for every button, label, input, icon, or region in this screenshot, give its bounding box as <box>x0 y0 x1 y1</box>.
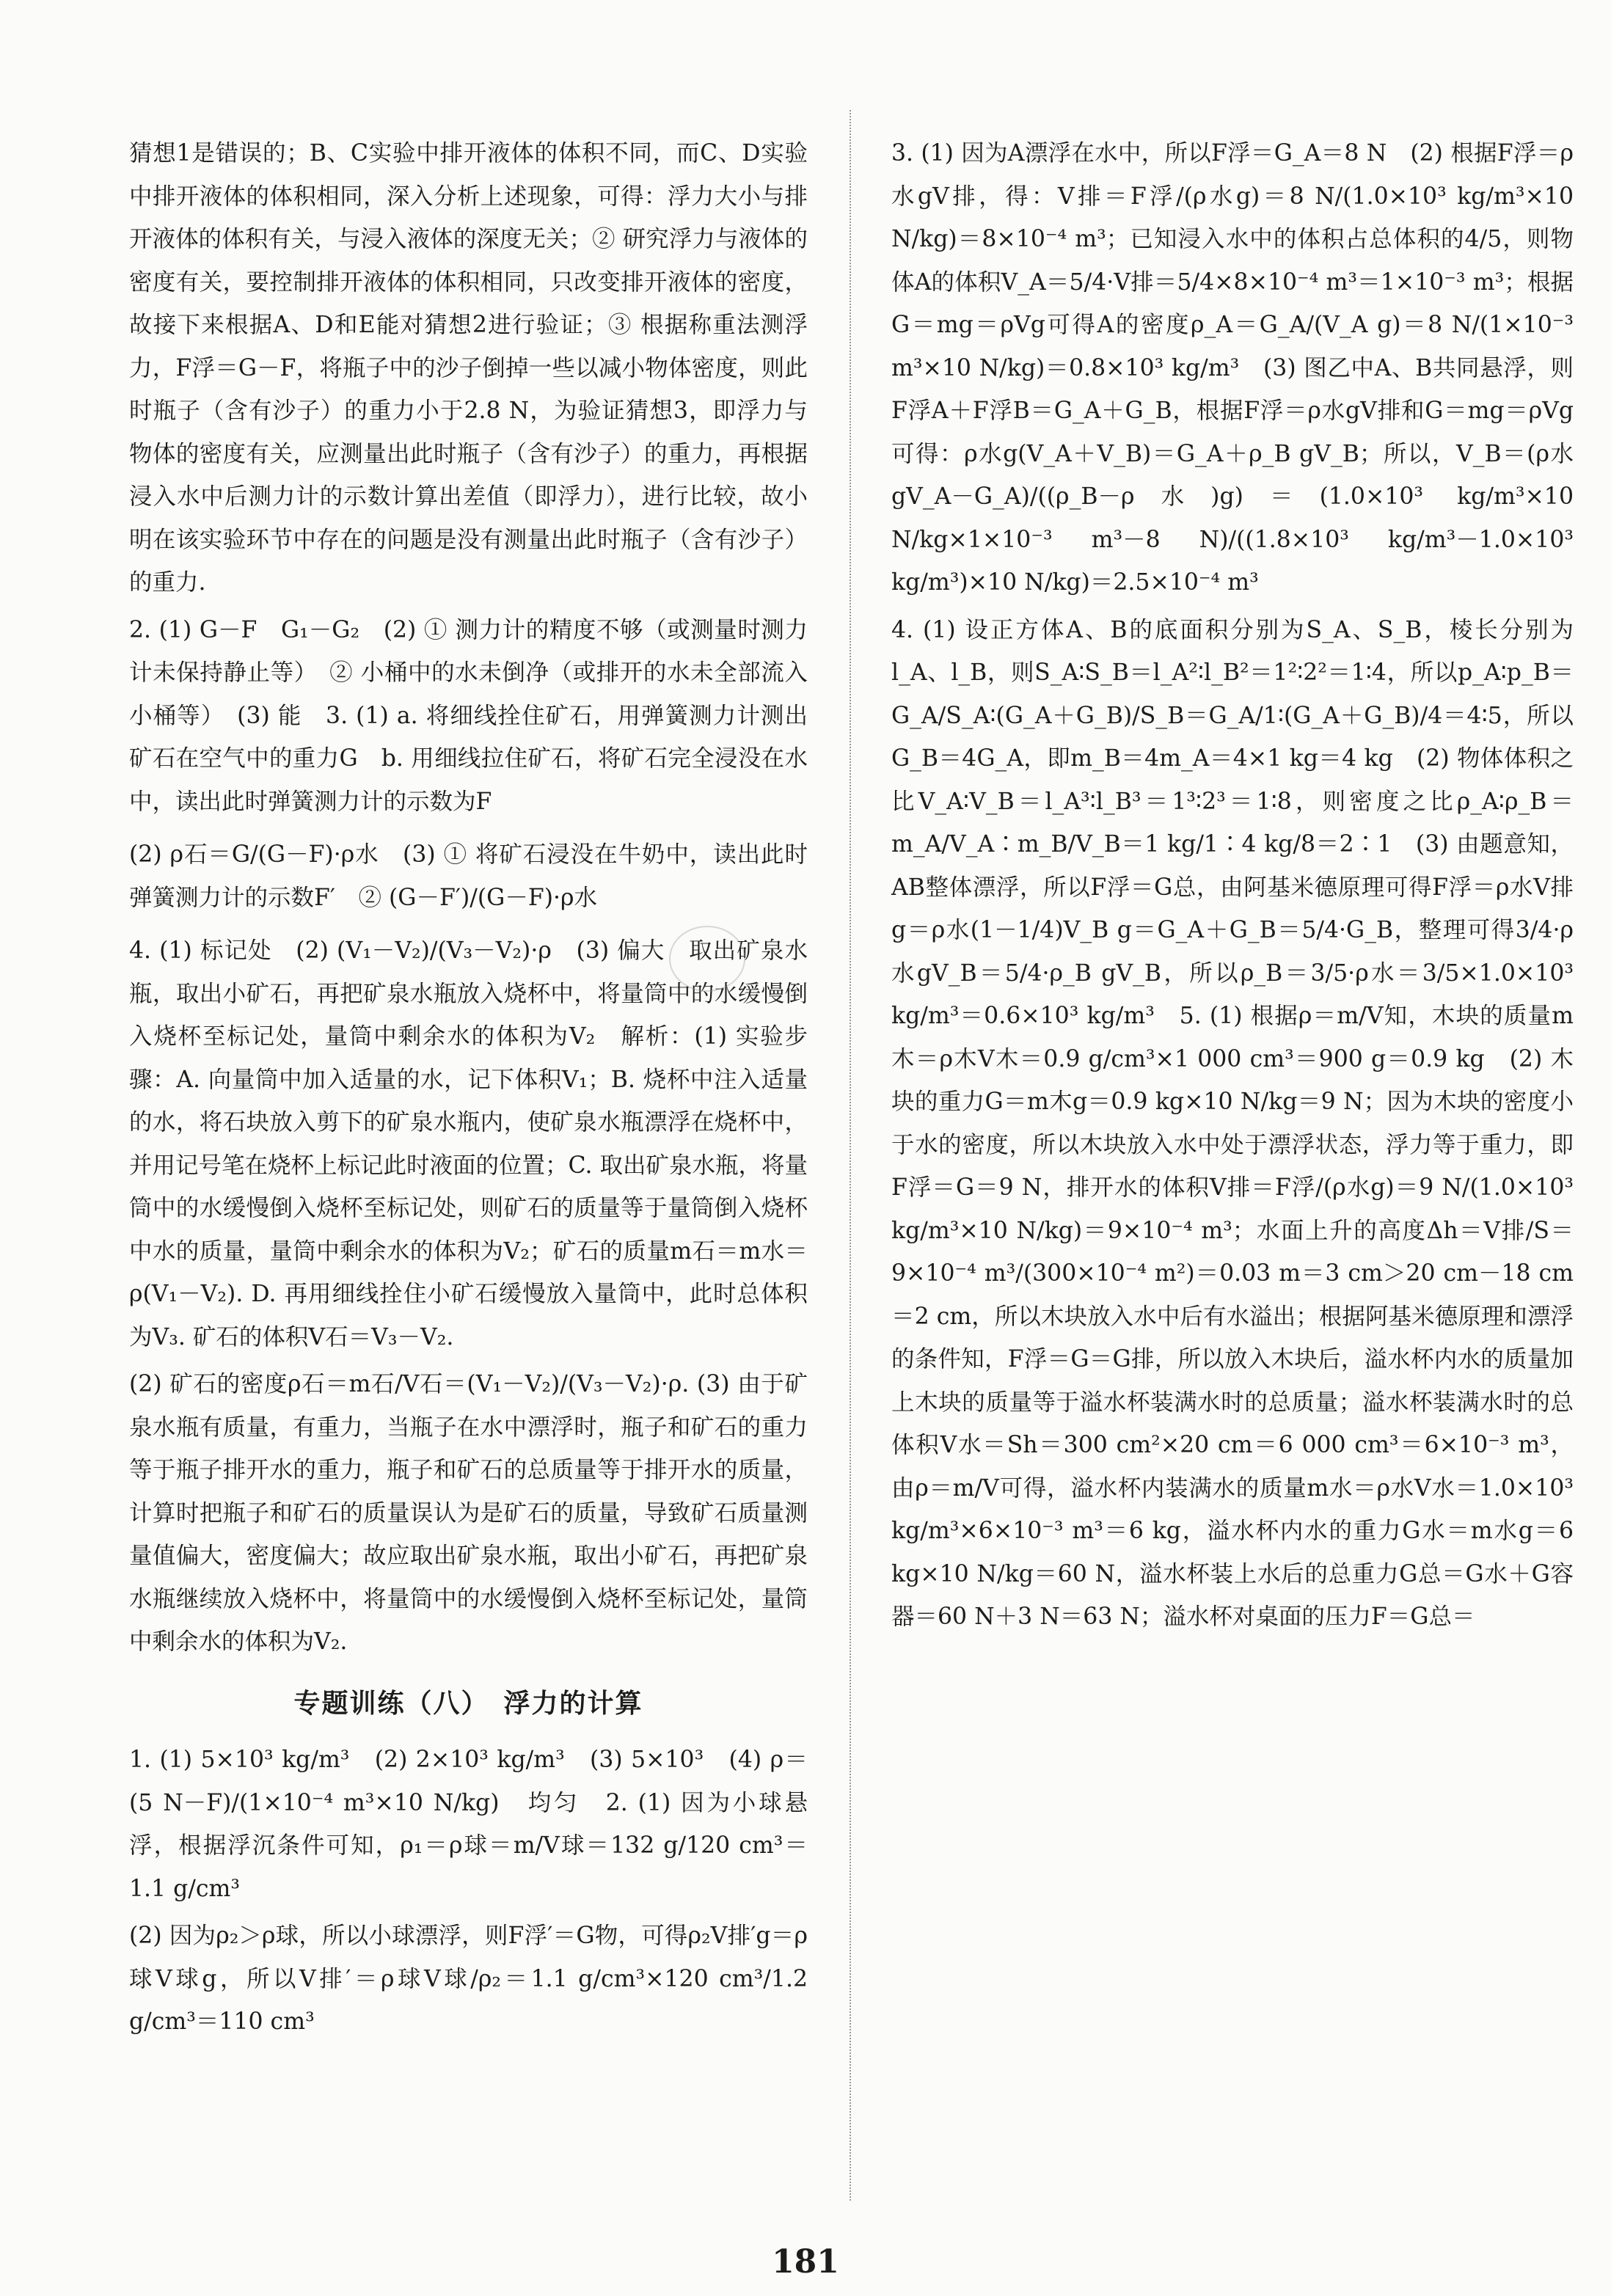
right-paragraph-1: 3. (1) 因为A漂浮在水中，所以F浮＝G_A＝8 N (2) 根据F浮＝ρ水gV排，得：V排＝F浮/(ρ水g)＝8 N/(1.0×10³ kg/m³×10 N/kg)＝8×10⁻⁴ m³；已知浸入水中的体积占总体积的4/5，则物体A的体积V_A＝5/4·V排＝5/4×8×10⁻⁴ m³＝1×10⁻³ m³；根据G＝mg＝ρVg可得A的密度ρ_A＝G_A/(V_A g)＝8 N/(1×10⁻³ m³×10 N/kg)＝0.8×10³ kg/m³ (3) 图乙中A、B共同悬浮，则F浮A＋F浮B＝G_A＋G_B，根据F浮＝ρ水gV排和G＝mg＝ρVg可得：ρ水g(V_A＋V_B)＝G_A＋ρ_B gV_B；所以，V_B＝(ρ水gV_A－G_A)/((ρ_B－ρ水)g)＝(1.0×10³ kg/m³×10 N/kg×1×10⁻³ m³－8 N)/((1.8×10³ kg/m³－1.0×10³ kg/m³)×10 N/kg)＝2.5×10⁻⁴ m³ <box>891 140 1574 596</box>
left-paragraph-6: 1. (1) 5×10³ kg/m³ (2) 2×10³ kg/m³ (3) 5×10³ (4) ρ＝(5 N－F)/(1×10⁻⁴ m³×10 N/kg) 均匀 2. (1) 因为小球悬浮，根据浮沉条件可知，ρ₁＝ρ球＝m/V球＝132 g/120 cm³＝1.1 g/cm³ <box>129 1747 808 1902</box>
left-paragraph-2: 2. (1) G－F G₁－G₂ (2) ① 测力计的精度不够（或测量时测力计未保持静止等） ② 小桶中的水未倒净（或排开的水未全部流入小桶等） (3) 能 3. (1) a. 将细线拴住矿石，用弹簧测力计测出矿石在空气中的重力G b. 用细线拉住矿石，将矿石完全浸没在水中，读出此时弹簧测力计的示数为F <box>129 616 808 815</box>
page-number: 181 <box>772 2243 839 2281</box>
left-paragraph-1: 猜想1是错误的；B、C实验中排开液体的体积不同，而C、D实验中排开液体的体积相同，深入分析上述现象，可得：浮力大小与排开液体的体积有关，与浸入液体的深度无关；② 研究浮力与液体的密度有关，要控制排开液体的体积相同，只改变排开液体的密度，故接下来根据A、D和E能对猜想2进行验证；③ 根据称重法测浮力，F浮＝G－F，将瓶子中的沙子倒掉一些以减小物体密度，则此时瓶子（含有沙子）的重力小于2.8 N，为验证猜想3，即浮力与物体的密度有关，应测量出此时瓶子（含有沙子）的重力，再根据浸入水中后测力计的示数计算出差值（即浮力），进行比较，故小明在该实验环节中存在的问题是没有测量出此时瓶子（含有沙子）的重力. <box>129 140 808 596</box>
column-divider <box>850 110 851 2201</box>
left-column <box>129 132 808 2048</box>
library-stamp <box>669 926 745 992</box>
left-paragraph-4: 4. (1) 标记处 (2) (V₁－V₂)/(V₃－V₂)·ρ (3) 偏大 取出矿泉水瓶，取出小矿石，再把矿泉水瓶放入烧杯中，将量筒中的水缓慢倒入烧杯至标记处，量筒中剩余水的体积为V₂ 解析：(1) 实验步骤：A. 向量筒中加入适量的水，记下体积V₁；B. 烧杯中注入适量的水，将石块放入剪下的矿泉水瓶内，使矿泉水瓶漂浮在烧杯中，并用记号笔在烧杯上标记此时液面的位置；C. 取出矿泉水瓶，将量筒中的水缓慢倒入烧杯至标记处，则矿石的质量等于量筒倒入烧杯中水的质量，量筒中剩余水的体积为V₂；矿石的质量m石＝m水＝ρ(V₁－V₂). D. 再用细线拴住小矿石缓慢放入量筒中，此时总体积为V₃. 矿石的体积V石＝V₃－V₂. <box>129 937 808 1350</box>
left-paragraph-5: (2) 矿石的密度ρ石＝m石/V石＝(V₁－V₂)/(V₃－V₂)·ρ. (3) 由于矿泉水瓶有质量，有重力，当瓶子在水中漂浮时，瓶子和矿石的重力等于瓶子排开水的重力，瓶子和矿石的总质量等于排开水的质量，计算时把瓶子和矿石的质量误认为是矿石的质量，导致矿石质量测量值偏大，密度偏大；故应取出矿泉水瓶，取出小矿石，再把矿泉水瓶继续放入烧杯中，将量筒中的水缓慢倒入烧杯至标记处，量筒中剩余水的体积为V₂. <box>129 1371 808 1655</box>
right-column <box>891 132 1574 1643</box>
left-paragraph-3: (2) ρ石＝G/(G－F)·ρ水 (3) ① 将矿石浸没在牛奶中，读出此时弹簧测力计的示数F′ ② (G－F′)/(G－F)·ρ水 <box>129 841 808 911</box>
section-title: 专题训练（八） 浮力的计算 <box>293 1688 643 1719</box>
left-paragraph-7: (2) 因为ρ₂＞ρ球，所以小球漂浮，则F浮′＝G物，可得ρ₂V排′g＝ρ球V球g，所以V排′＝ρ球V球/ρ₂＝1.1 g/cm³×120 cm³/1.2 g/cm³＝110 cm³ <box>129 1923 808 2035</box>
right-paragraph-2: 4. (1) 设正方体A、B的底面积分别为S_A、S_B，棱长分别为l_A、l_B，则S_A∶S_B＝l_A²∶l_B²＝1²∶2²＝1∶4，所以p_A∶p_B＝G_A/S_A∶(G_A＋G_B)/S_B＝G_A/1∶(G_A＋G_B)/4＝4∶5，所以G_B＝4G_A，即m_B＝4m_A＝4×1 kg＝4 kg (2) 物体体积之比V_A∶V_B＝l_A³∶l_B³＝1³∶2³＝1∶8，则密度之比ρ_A∶ρ_B＝m_A/V_A∶m_B/V_B＝1 kg/1∶4 kg/8＝2∶1 (3) 由题意知，AB整体漂浮，所以F浮＝G总，由阿基米德原理可得F浮＝ρ水V排g＝ρ水(1－1/4)V_B g＝G_A＋G_B＝5/4·G_B，整理可得3/4·ρ水gV_B＝5/4·ρ_B gV_B，所以ρ_B＝3/5·ρ水＝3/5×1.0×10³ kg/m³＝0.6×10³ kg/m³ 5. (1) 根据ρ＝m/V知，木块的质量m木＝ρ木V木＝0.9 g/cm³×1 000 cm³＝900 g＝0.9 kg (2) 木块的重力G＝m木g＝0.9 kg×10 N/kg＝9 N；因为木块的密度小于水的密度，所以木块放入水中处于漂浮状态，浮力等于重力，即F浮＝G＝9 N，排开水的体积V排＝F浮/(ρ水g)＝9 N/(1.0×10³ kg/m³×10 N/kg)＝9×10⁻⁴ m³；水面上升的高度Δh＝V排/S＝9×10⁻⁴ m³/(300×10⁻⁴ m²)＝0.03 m＝3 cm＞20 cm－18 cm＝2 cm，所以木块放入水中后有水溢出；根据阿基米德原理和漂浮的条件知，F浮＝G＝G排，所以放入木块后，溢水杯内水的质量加上木块的质量等于溢水杯装满水时的总质量；溢水杯装满水时的总体积V水＝Sh＝300 cm²×20 cm＝6 000 cm³＝6×10⁻³ m³，由ρ＝m/V可得，溢水杯内装满水的质量m水＝ρ水V水＝1.0×10³ kg/m³×6×10⁻³ m³＝6 kg，溢水杯内水的重力G水＝m水g＝6 kg×10 N/kg＝60 N，溢水杯装上水后的总重力G总＝G水＋G容器＝60 N＋3 N＝63 N；溢水杯对桌面的压力F＝G总＝ <box>891 616 1574 1630</box>
